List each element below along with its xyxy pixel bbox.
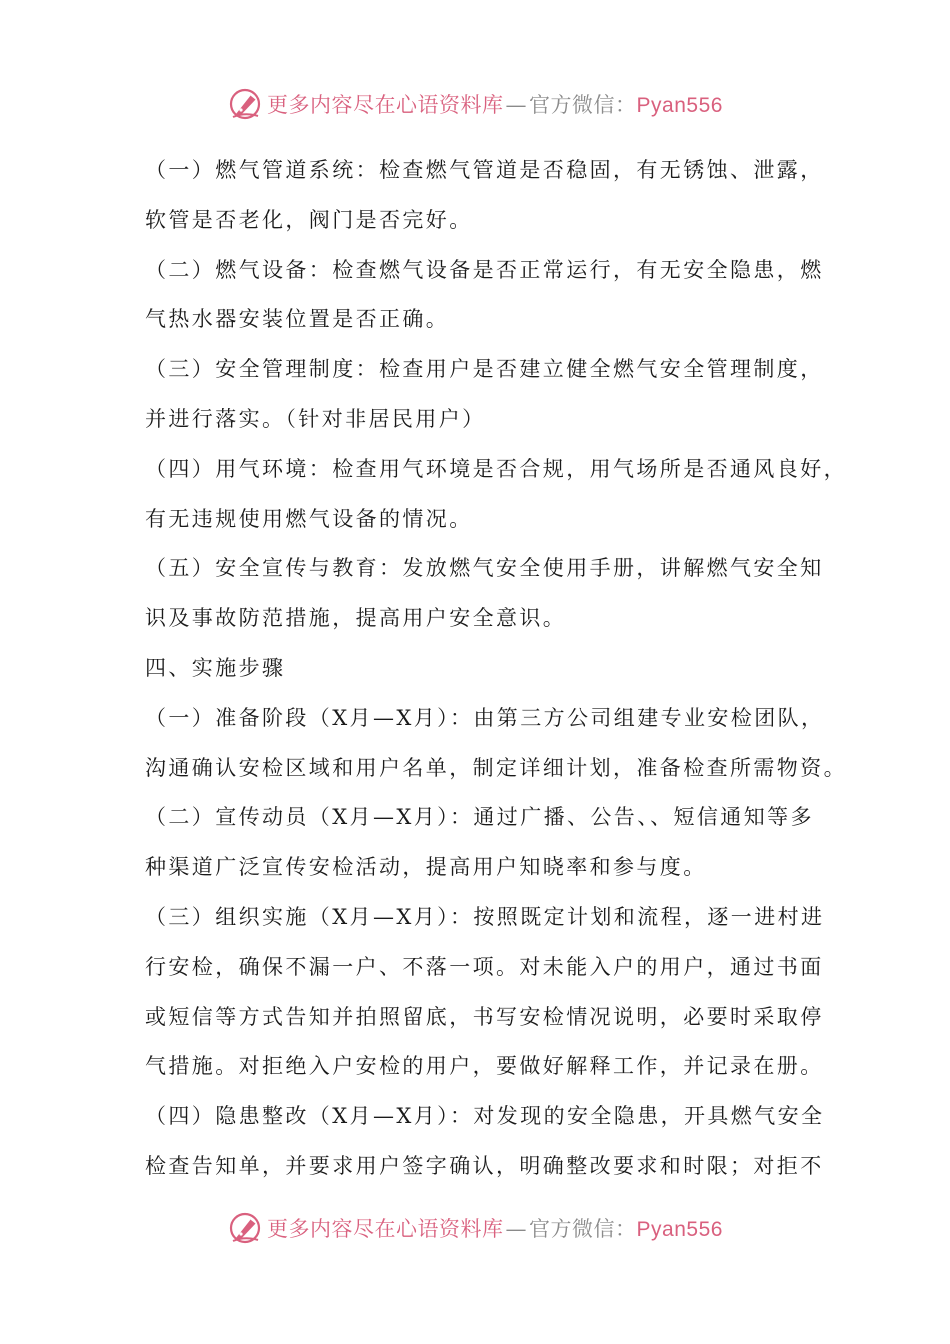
text-line: 气措施。对拒绝入户安检的用户，要做好解释工作，并记录在册。 xyxy=(145,1054,824,1079)
banner-text: 更多内容尽在心语资料库—官方微信：Pyan556 xyxy=(267,93,723,117)
text-line: （一）燃气管道系统：检查燃气管道是否稳固，有无锈蚀、泄露， xyxy=(145,158,824,182)
text-line: （三）组织实施（X月—X月）：按照既定计划和流程，逐一进村进 xyxy=(145,904,825,929)
pen-nib-logo-icon xyxy=(227,86,263,122)
pen-nib-logo-icon xyxy=(227,1210,263,1246)
text-line: （五）安全宣传与教育：发放燃气安全使用手册，讲解燃气安全知 xyxy=(145,556,824,581)
text-line: （一）准备阶段（X月—X月）：由第三方公司组建专业安检团队， xyxy=(145,705,825,730)
text-line: （四）用气环境：检查用气环境是否合规，用气场所是否通风良好， xyxy=(145,456,847,481)
text-line: 种渠道广泛宣传安检活动，提高用户知晓率和参与度。 xyxy=(145,855,707,880)
text-line: 有无违规使用燃气设备的情况。 xyxy=(145,506,473,531)
text-line: 软管是否老化，阀门是否完好。 xyxy=(145,207,473,232)
text-line: 或短信等方式告知并拍照留底，书写安检情况说明，必要时采取停 xyxy=(145,1004,824,1029)
text-line: 检查告知单，并要求用户签字确认，明确整改要求和时限；对拒不 xyxy=(145,1153,824,1178)
text-line: （二）燃气设备：检查燃气设备是否正常运行，有无安全隐患，燃 xyxy=(145,257,824,282)
text-line: （三）安全管理制度：检查用户是否建立健全燃气安全管理制度， xyxy=(145,357,824,382)
text-line: 并进行落实。（针对非居民用户） xyxy=(145,406,486,431)
text-line: 四、实施步骤 xyxy=(145,655,286,680)
text-line: （四）隐患整改（X月—X月）：对发现的安全隐患，开具燃气安全 xyxy=(145,1104,825,1129)
text-line: 气热水器安装位置是否正确。 xyxy=(145,307,450,332)
text-line: 沟通确认安检区域和用户名单，制定详细计划，准备检查所需物资。 xyxy=(145,755,847,780)
document-body xyxy=(145,146,847,1192)
text-line: （二）宣传动员（X月—X月）：通过广播、公告、、短信通知等多 xyxy=(145,805,814,830)
footer-banner xyxy=(0,1206,950,1250)
banner-text: 更多内容尽在心语资料库—官方微信：Pyan556 xyxy=(267,1217,723,1241)
text-line: 识及事故防范措施，提高用户安全意识。 xyxy=(145,606,567,631)
header-banner xyxy=(0,82,950,126)
text-line: 行安检，确保不漏一户、不落一项。对未能入户的用户，通过书面 xyxy=(145,954,824,979)
